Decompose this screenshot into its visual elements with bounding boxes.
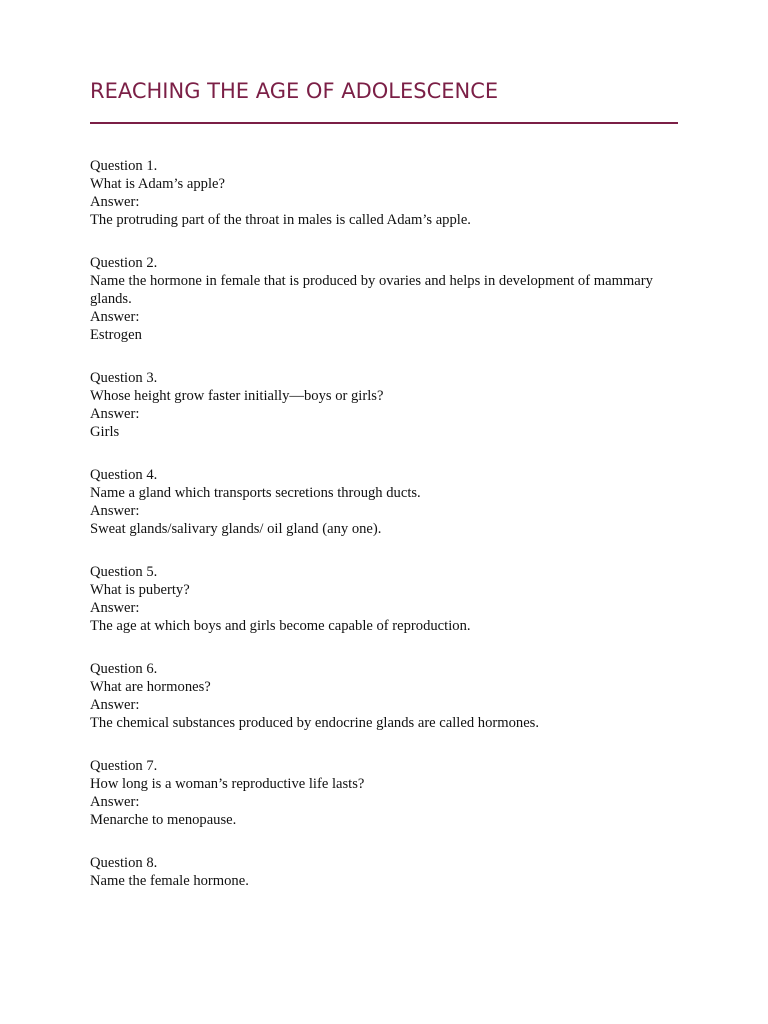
answer-label: Answer: [90, 194, 140, 210]
question-text: Name a gland which transports secretions through ducts. [90, 485, 421, 501]
question-number: Question 6. [90, 661, 158, 677]
answer-text: Estrogen [90, 327, 142, 343]
title-divider [90, 122, 678, 124]
question-number: Question 2. [90, 255, 158, 271]
question-item-1 [90, 157, 678, 229]
question-text: Whose height grow faster initially—boys or girls? [90, 388, 384, 404]
question-number: Question 4. [90, 467, 158, 483]
document-title: REACHING THE AGE OF ADOLESCENCE [90, 79, 499, 103]
answer-label: Answer: [90, 406, 140, 422]
question-text: Name the female hormone. [90, 873, 249, 889]
answer-text: Menarche to menopause. [90, 812, 237, 828]
answer-label: Answer: [90, 600, 140, 616]
answer-label: Answer: [90, 794, 140, 810]
answer-label: Answer: [90, 503, 140, 519]
question-number: Question 7. [90, 758, 158, 774]
question-text: What are hormones? [90, 679, 211, 695]
answer-text: The chemical substances produced by endocrine glands are called hormones. [90, 715, 539, 731]
question-item-6 [90, 660, 678, 732]
answer-label: Answer: [90, 697, 140, 713]
answer-label: Answer: [90, 309, 140, 325]
question-item-8 [90, 854, 678, 890]
question-list [90, 157, 678, 915]
question-text: What is Adam’s apple? [90, 176, 225, 192]
question-text: How long is a woman’s reproductive life lasts? [90, 776, 365, 792]
question-text: Name the hormone in female that is produced by ovaries and helps in development of mammary glands. [90, 273, 653, 307]
answer-text: Girls [90, 424, 120, 440]
question-number: Question 3. [90, 370, 158, 386]
question-number: Question 5. [90, 564, 158, 580]
question-item-2 [90, 254, 678, 344]
answer-text: Sweat glands/salivary glands/ oil gland (any one). [90, 521, 382, 537]
question-item-5 [90, 563, 678, 635]
answer-text: The age at which boys and girls become capable of reproduction. [90, 618, 471, 634]
question-item-3 [90, 369, 678, 441]
answer-text: The protruding part of the throat in males is called Adam’s apple. [90, 212, 471, 228]
question-number: Question 1. [90, 158, 158, 174]
question-item-4 [90, 466, 678, 538]
question-text: What is puberty? [90, 582, 190, 598]
question-item-7 [90, 757, 678, 829]
question-number: Question 8. [90, 855, 158, 871]
